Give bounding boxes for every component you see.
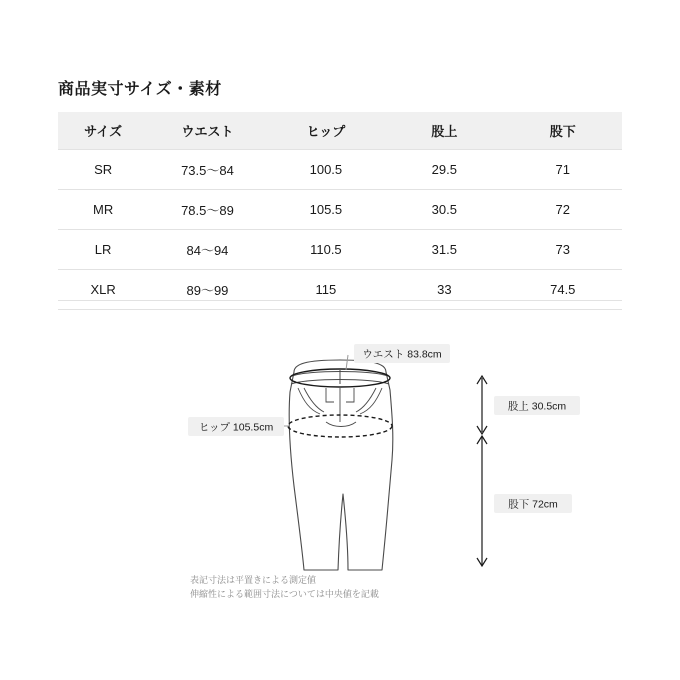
size-table bbox=[58, 112, 622, 310]
cell-inseam: 72 bbox=[504, 190, 622, 230]
inseam-measure-arrow bbox=[477, 436, 487, 566]
cell-waist: 73.5〜84 bbox=[148, 150, 266, 190]
column-header-hip: ヒップ bbox=[267, 112, 385, 150]
note-line-1: 表記寸法は平置きによる測定値 bbox=[190, 575, 317, 585]
pants-illustration bbox=[289, 360, 393, 570]
waist-label-text: ウエスト 83.8cm bbox=[362, 348, 442, 361]
cell-inseam: 71 bbox=[504, 150, 622, 190]
table-row bbox=[58, 190, 622, 230]
hip-label bbox=[188, 417, 284, 436]
section-divider bbox=[58, 300, 622, 301]
cell-inseam: 74.5 bbox=[504, 270, 622, 310]
waist-label bbox=[354, 344, 450, 363]
rise-label bbox=[494, 396, 580, 415]
column-header-inseam: 股下 bbox=[504, 112, 622, 150]
table-body bbox=[58, 150, 622, 310]
cell-size: SR bbox=[58, 150, 148, 190]
table-header-row bbox=[58, 112, 622, 150]
cell-rise: 31.5 bbox=[385, 230, 503, 270]
table-row bbox=[58, 230, 622, 270]
cell-rise: 33 bbox=[385, 270, 503, 310]
cell-hip: 110.5 bbox=[267, 230, 385, 270]
cell-size: LR bbox=[58, 230, 148, 270]
table-row bbox=[58, 150, 622, 190]
cell-rise: 29.5 bbox=[385, 150, 503, 190]
rise-label-text: 股上 30.5cm bbox=[507, 400, 567, 413]
page-title: 商品実寸サイズ・素材 bbox=[58, 81, 222, 98]
cell-hip: 105.5 bbox=[267, 190, 385, 230]
cell-waist: 84〜94 bbox=[148, 230, 266, 270]
measurement-notes bbox=[190, 573, 379, 601]
cell-rise: 30.5 bbox=[385, 190, 503, 230]
note-line-2: 伸縮性による範囲寸法については中央値を記載 bbox=[190, 589, 379, 599]
cell-inseam: 73 bbox=[504, 230, 622, 270]
cell-waist: 78.5〜89 bbox=[148, 190, 266, 230]
inseam-label bbox=[494, 494, 572, 513]
hip-label-text: ヒップ 105.5cm bbox=[198, 421, 274, 434]
table-header bbox=[58, 112, 622, 150]
column-header-waist: ウエスト bbox=[148, 112, 266, 150]
cell-hip: 115 bbox=[267, 270, 385, 310]
cell-waist: 89〜99 bbox=[148, 270, 266, 310]
cell-hip: 100.5 bbox=[267, 150, 385, 190]
cell-size: XLR bbox=[58, 270, 148, 310]
inseam-label-text: 股下 72cm bbox=[508, 498, 558, 511]
column-header-size: サイズ bbox=[58, 112, 148, 150]
column-header-rise: 股上 bbox=[385, 112, 503, 150]
table-row bbox=[58, 270, 622, 310]
cell-size: MR bbox=[58, 190, 148, 230]
rise-measure-arrow bbox=[477, 376, 487, 434]
